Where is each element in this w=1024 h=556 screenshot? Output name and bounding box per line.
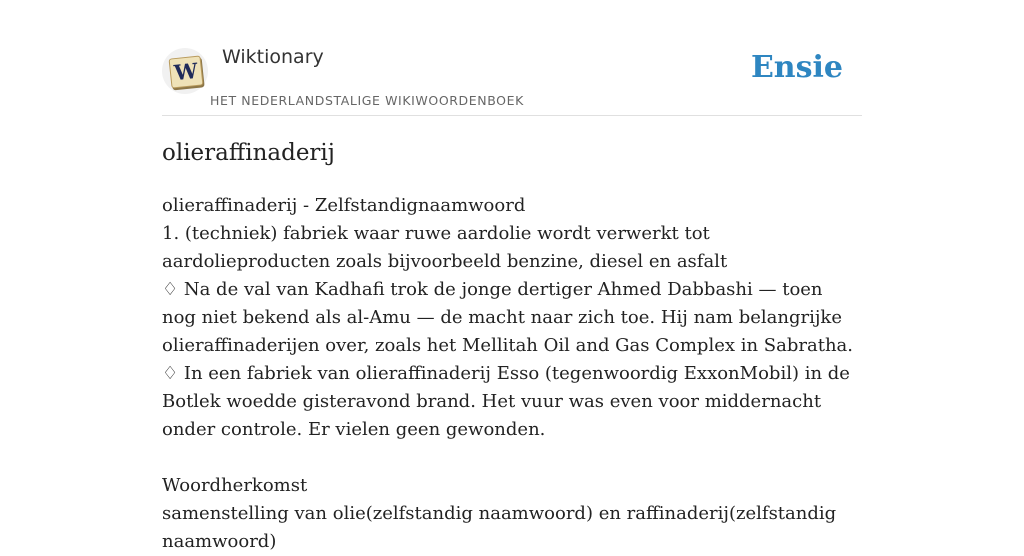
site-header	[162, 0, 862, 116]
example-sentence: ♢ In een fabriek van olieraffinaderij Esso (tegenwoordig ExxonMobil) in de Botlek woedde gisteravond brand. Het vuur was even voor middernacht onder controle. Er vielen geen gewonden.	[162, 363, 850, 440]
ensie-brand-logo[interactable]: Ensie	[750, 50, 843, 85]
section-spacer	[162, 444, 862, 472]
logo-tile: W	[169, 55, 204, 88]
headword-line: olieraffinaderij - Zelfstandignaamwoord	[162, 195, 526, 216]
site-name[interactable]: Wiktionary	[222, 46, 324, 68]
page	[162, 0, 862, 552]
etymology-heading: Woordherkomst	[162, 475, 308, 496]
site-tagline: HET NEDERLANDSTALIGE WIKIWOORDENBOEK	[210, 93, 524, 108]
page-title: olieraffinaderij	[162, 140, 335, 166]
definition: 1. (techniek) fabriek waar ruwe aardolie wordt verwerkt tot aardolieproducten zoals bijvoorbeeld benzine, diesel en asfalt	[162, 223, 728, 272]
entry-content	[162, 192, 862, 556]
etymology-text: samenstelling van olie(zelfstandig naamwoord) en raffinaderij(zelfstandig naamwoord)	[162, 503, 837, 552]
wiktionary-logo-icon[interactable]	[162, 48, 208, 94]
example-sentence: ♢ Na de val van Kadhafi trok de jonge dertiger Ahmed Dabbashi — toen nog niet bekend als al-Amu — de macht naar zich toe. Hij nam belangrijke olieraffinaderijen over, zoals het Mellitah Oil and Gas Complex in Sabratha.	[162, 279, 854, 356]
